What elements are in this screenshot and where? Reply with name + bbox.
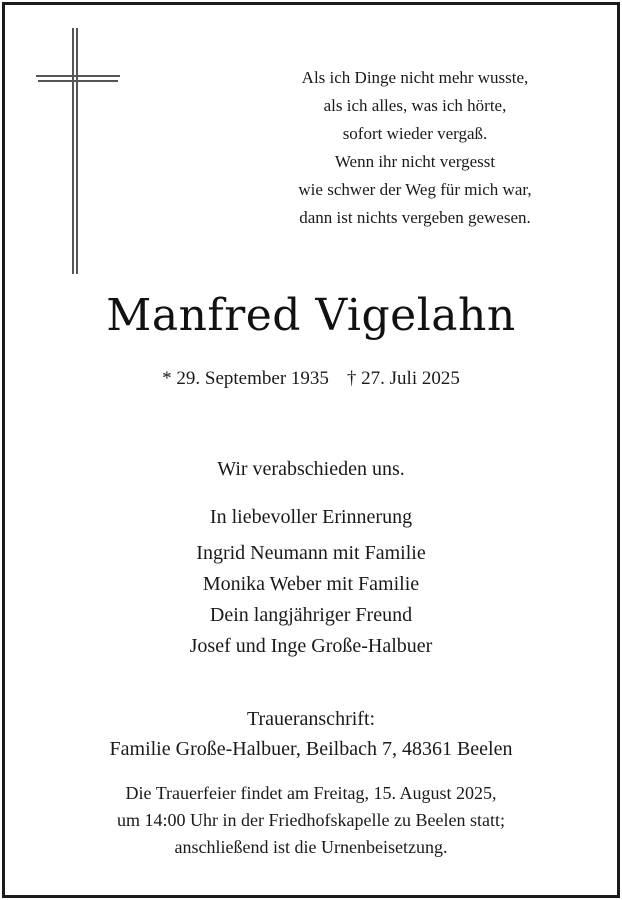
- poem: [210, 64, 620, 232]
- farewell-text: Wir verabschieden uns.: [217, 458, 405, 480]
- memory-line: In liebevoller Erinnerung: [209, 506, 413, 528]
- cross-icon: [36, 28, 120, 274]
- deceased-name: Manfred Vigelahn: [106, 290, 516, 341]
- address-value: Familie Große-Halbuer, Beilbach 7, 48361 Beelen: [109, 738, 513, 760]
- mourner-line: Ingrid Neumann mit Familie: [196, 542, 426, 564]
- ceremony-line: um 14:00 Uhr in der Friedhofskapelle zu Beelen statt;: [117, 810, 505, 830]
- cross-vertical-line: [76, 28, 78, 274]
- cross-vertical-line: [72, 28, 74, 274]
- mourner-line: Josef und Inge Große-Halbuer: [189, 635, 433, 657]
- birth-date: * 29. September 1935: [162, 368, 329, 389]
- ceremony-line: anschließend ist die Urnenbeisetzung.: [174, 837, 448, 857]
- cross-horizontal-line: [36, 75, 120, 77]
- poem-line: wie schwer der Weg für mich war,: [298, 180, 532, 199]
- poem-line: als ich alles, was ich hörte,: [323, 96, 507, 115]
- death-date: † 27. Juli 2025: [346, 368, 460, 389]
- mourners-list: [0, 538, 622, 662]
- address-label: Traueranschrift:: [246, 708, 376, 730]
- poem-line: Als ich Dinge nicht mehr wusste,: [301, 68, 529, 87]
- mourner-line: Dein langjähriger Freund: [209, 604, 413, 626]
- poem-line: Wenn ihr nicht vergesst: [334, 152, 496, 171]
- poem-line: dann ist nichts vergeben gewesen.: [299, 208, 531, 227]
- life-dates: [0, 368, 622, 390]
- ceremony-line: Die Trauerfeier findet am Freitag, 15. August 2025,: [125, 783, 497, 803]
- ceremony-info: [0, 780, 622, 861]
- mourner-line: Monika Weber mit Familie: [202, 573, 420, 595]
- cross-horizontal-line: [38, 80, 118, 82]
- mourning-address: [0, 704, 622, 764]
- poem-line: sofort wieder vergaß.: [342, 124, 488, 143]
